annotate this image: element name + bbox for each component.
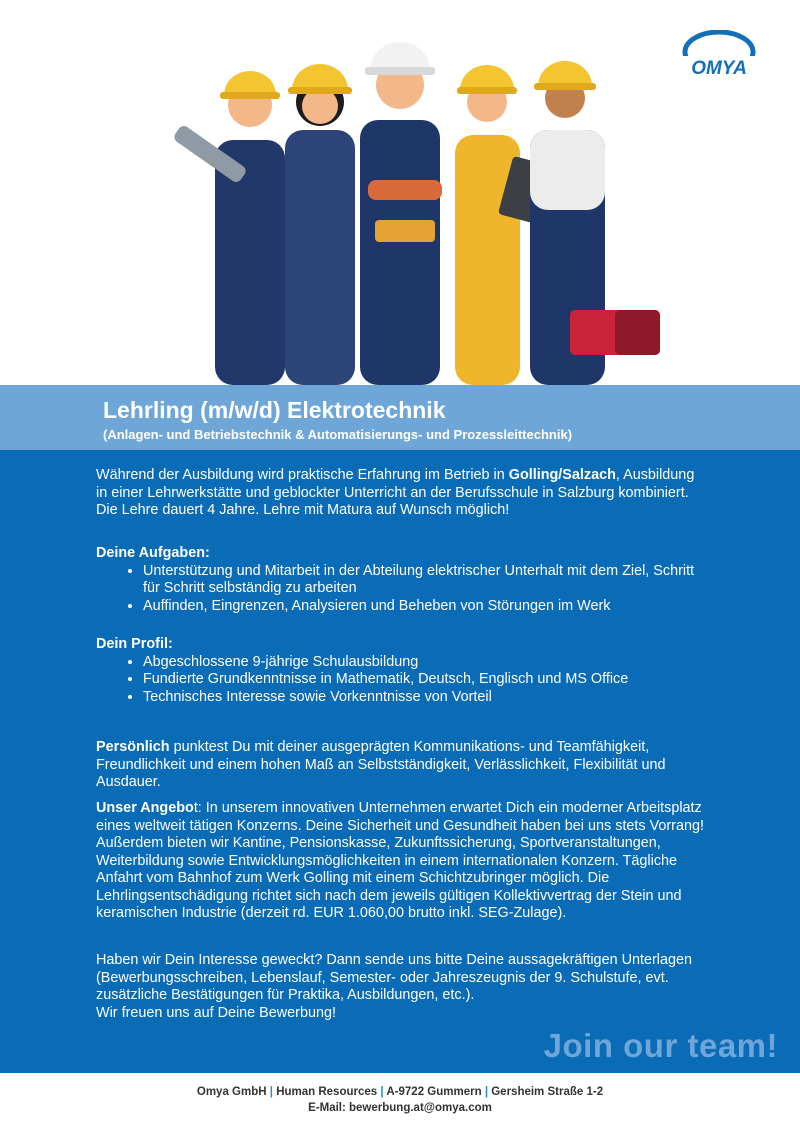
intro-location: Golling/Salzach [508,467,616,483]
footer-address-line: Omya GmbH | Human Resources | A-9722 Gummern | Gersheim Straße 1-2 [196,1086,604,1098]
intro-text-before: Während der Ausbildung wird praktische Erfahrung im Betrieb in [96,467,509,483]
list-item: • Technisches Interesse sowie Vorkenntnisse von Vorteil [143,689,696,707]
list-item: • Abgeschlossene 9-jährige Schulausbildung [143,654,696,672]
offer-paragraph [96,800,708,923]
job-subtitle: (Anlagen- und Betriebstechnik & Automatisierungs- und Prozessleittechnik) [103,427,573,442]
intro-text-after: , Ausbildung in einer Lehrwerkstätte und geblockter Unterricht an der Berufsschule in Salzburg kombiniert. Die Lehre dauert 4 Jahre. Lehre mit Matura auf Wunsch möglich! [96,467,695,518]
worker-1 [172,71,285,385]
join-our-team-slogan: Join our team! [543,1027,778,1064]
list-item: • Auffinden, Eingrenzen, Analysieren und Beheben von Störungen im Werk [143,598,696,616]
worker-3 [360,42,442,385]
footer-street: Gersheim Straße 1-2 [491,1086,604,1098]
footer-email[interactable]: E-Mail: bewerbung.at@omya.com [308,1102,492,1114]
job-title: Lehrling (m/w/d) Elektrotechnik [103,397,446,423]
personal-paragraph [96,739,708,792]
list-item: • Fundierte Grundkenntnisse in Mathematik, Deutsch, Englisch und MS Office [143,671,696,689]
profile-heading: Dein Profil: [96,636,173,652]
tasks-list [96,563,696,616]
footer-city: A-9722 Gummern [386,1086,482,1098]
workers-illustration [170,40,670,385]
logo-text: OMYA [691,58,747,79]
personal-text: punktest Du mit deiner ausgeprägten Kommunikations- und Teamfähigkeit, Freundlichkeit und einem hohen Maß an Selbstständigkeit, Verlässlichkeit, Flexibilität und Ausdauer. [96,739,666,790]
offer-text: t: In unserem innovativen Unternehmen erwartet Dich ein moderner Arbeitsplatz eines weltweit tätigen Konzerns. Deine Sicherheit und Gesundheit haben bei uns stets Vorrang! Außerdem bieten wir Kantine, Pensionskasse, Zukunftssicherung, Sportveranstaltungen, Weiterbildung sowie Entwicklungsmöglichkeiten in einem internationalen Konzern. Tägliche Anfahrt vom Bahnhof zum Werk Golling mit einem Schichtzubringer möglich. Die Lehrlingsentschädigung richtet sich nach dem jeweils gültigen Kollektivvertrag der Stein und keramischen Industrie (derzeit rd. EUR 1.060,00 brutto inkl. SEG-Zulage). [96,800,704,921]
closing-thanks: Wir freuen uns auf Deine Bewerbung! [96,1004,336,1021]
closing-text: Haben wir Dein Interesse geweckt? Dann sende uns bitte Deine aussagekräftigen Unterlagen (Bewerbungsschreiben, Lebenslauf, Semester- oder Jahreszeugnis der 9. Schulstufe, evt. zusätzliche Bestätigungen für Praktika, Ausbildungen, etc.). [96,952,692,1003]
profile-list [96,654,696,707]
list-item: • Unterstützung und Mitarbeit in der Abteilung elektrischer Unterhalt mit dem Ziel, Schritt für Schritt selbständig zu arbeiten [143,563,696,598]
footer-dept: Human Resources [276,1086,378,1098]
tasks-heading: Deine Aufgaben: [96,545,210,561]
personal-lead: Persönlich [96,739,170,755]
omya-logo [679,30,759,80]
closing-paragraph [96,952,708,1022]
footer [0,1073,800,1133]
content-section [0,450,800,1073]
footer-company: Omya GmbH [196,1086,267,1098]
hero-section [0,0,800,385]
intro-paragraph [96,467,696,520]
offer-lead: Unser Angebo [96,800,194,816]
tasks-section [96,545,696,615]
profile-section [96,636,696,706]
worker-5 [530,61,660,385]
worker-2 [285,64,355,385]
